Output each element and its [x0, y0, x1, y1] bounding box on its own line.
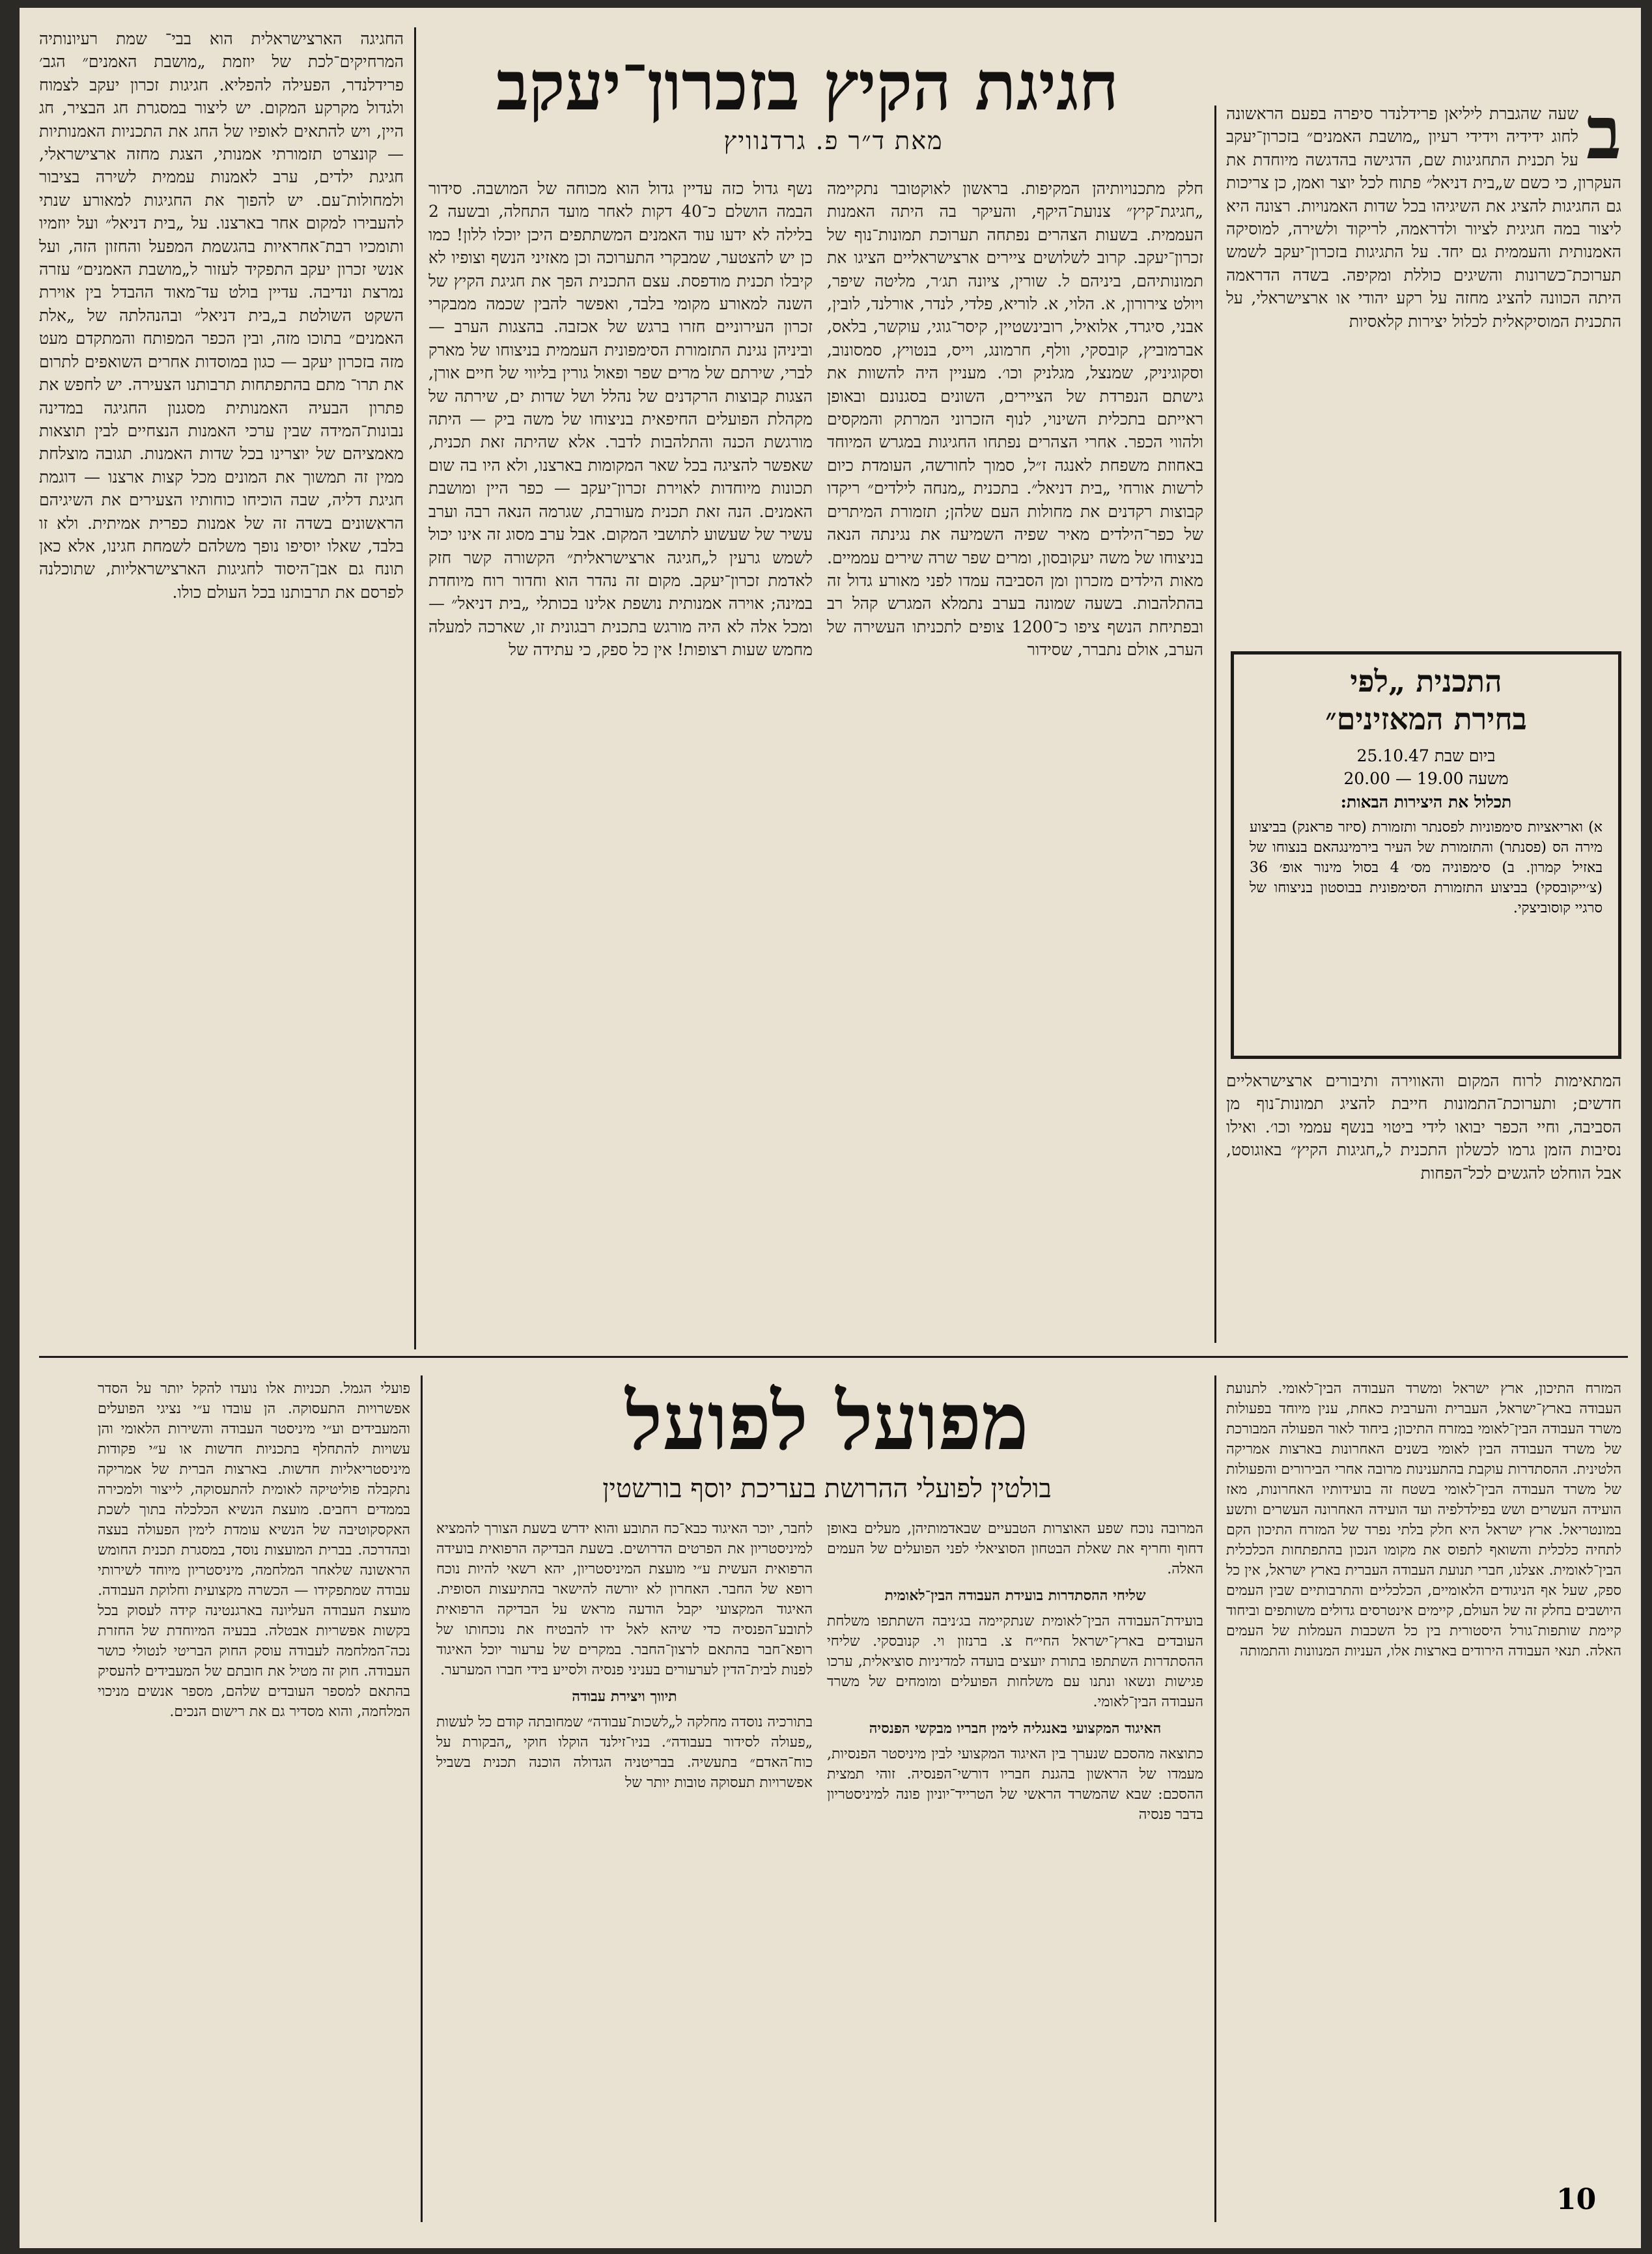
article1-col-left-text: נשף גדול כזה עדיין גדול הוא מכוחה של המושבה. סידור הבמה הושלם כ־40 דקות לאחר מועד התחלה, ובשעה 2 בלילה לא ידעו עוד האמנים המשתתפים היכן יוכלו ללון! כמו כן יש להצטער, שמבקרי התערוכה וכן מאזיני הנשף וצופיו לא קיבלו תכנית מודפסת. עצם התכנית הפך את חגיגת הקיץ של השנה למאורע מקומי בלבד, ואפשר להבין שכמה ממבקרי זכרון העירוניים חזרו ברגש של אכזבה. בהצגות הערב — וביניהן נגינת התזמורת הסימפונית העממית בניצוחו של מארק לברי, שירתם של מרים שפר ופאול גורין בליווי של חיים אורן, הצגות קבוצות הרקדנים של נהלל ושל שדות ים, שירתה של מקהלת הפועלים החיפאית בניצוחו של משה ביק — היתה מורגשת הכנה והתלהבות לדבר. אלא שהיתה זאת תכנית, שאפשר להציגה בכל שאר המקומות בארצנו, ולא היו בה שום תכונות מיוחדות לאוירת זכרון־יעקב — כפר היין ומושבת האמנים. הנה זאת תכנית מעורבת, שגרמה הנאה רבה וערב עשיר של שעשוע לתושבי המקום. אבל ערב מסוג זה אינו יכול לשמש גרעין ל„חגיגה ארצישראלית״ הקשורה קשר חזק לאדמת זכרון־יעקב. מקום זה נהדר הוא וחדור רוח מיוחדת במינה; אוירה אמנותית נושפת אלינו בכותלי „בית דניאל״ — ומכל אלה לא היה מורגש בתכנית רבגונית זו, שארכה למעלה מחמש שעות רצופות! אין כל ספק, כי עתידה של	[428, 179, 813, 660]
column-rule	[1214, 1375, 1216, 2222]
column-rule	[1214, 106, 1216, 1343]
article1-col-mid-text: חלק מתכנויותיהן המקיפות. בראשון לאוקטובר נתקיימה „חגיגת־קיץ״ צנועת־היקף, והעיקר בה היתה האמנות העממית. בשעות הצהרים נפתחה תערוכת תמונות־נוף של זכרון־יעקב. קרוב לשלושים ציירים ארצישראליים הציגו את תמונותיהם, ביניהם ל. שורין, ציונה תג׳ר, מליטה שיפר, ויולט צירורון, א. הלוי, א. לוריא, פלדי, לנדר, אורלנד, לובין, אבני, סיגרד, אלואיל, רובינשטיין, קיסר־גוגי, עוקשר, בלאס, אברמוביץ, קובסקי, וולף, חרמונג, וייס, בנטויץ, סמסונוב, וסקוגיניק, שמנצל, מגלניק וכו׳. מעניין היה להשוות את גישתם הנפרדת של הציירים, השונים בסגנונם ובאופן ראייתם בתכלית השינוי, לנוף הזכרוני המרתק והמקסים ולהווי הכפר. אחרי הצהרים נפתחו החגיגות במגרש המיוחד באחוזת משפחת לאנגה ז״ל, סמוך לחורשה, העומדת כיום לרשות אורחי „בית דניאל״. בתכנית „מנחה לילדים״ ריקדו קבוצות רקדנים את מחולות העם שלהן; תזמורת המיתרים של כפר־הילדים מאיר שפיה השמיעה את נגינתה הנאה בניצוחו של משה יעקובסון, ומרים שפר שרה שירים עממיים. מאות הילדים מזכרון ומן הסביבה עמדו לפני מאורע גדול זה בהתלהבות. בשעה שמונה בערב נתמלא המגרש קהל רב ובפתיחת הנשף ציפו כ־1200 צופים לתכניתו העשירה של הערב, אולם נתברר, שסידור	[827, 179, 1203, 660]
section-rule	[39, 1356, 1628, 1358]
program-box-title-2: בחירת המאזינים״	[1325, 701, 1527, 737]
article2-column-right	[1226, 1379, 1621, 2160]
article1-column-right-continued	[1226, 1069, 1621, 1343]
column-rule	[414, 27, 416, 1349]
article2-col-left-text: לחבר, יוכר האיגוד כבא־כח התובע והוא ידרש בשעת הצורך להמציא למיניסטריון את הפרטים הדרושים. בשעת הבדיקה הרפואית בועידה הרפואית העשית ע״י מועצת המיניסטריון, יהא רשאי להיות נוכח רופא של החבר. האחרון לא יורשה להישאר בהתיעצות הסופית. האיגוד המקצועי יקבל הודעה מראש על הבדיקה הרפואית לתובע־הפנסיה כדי שיהא לאל ידו להבטיח את נוכחותו של רופא־חבר בהתאם לרצון־החבר. במקרים של ערעור יוכל האיגוד לפנות לבית־הדין לערעורים בעניני פנסיה ולסייע בידי חברו המערער.	[436, 1521, 813, 1678]
article1-col-far-text: החגיגה הארצישראלית הוא בבי־ שמת רעיונותיה המרחיקים־לכת של יוזמת „מושבת האמנים״ הגב׳ פרידלנדר, הפעילה להפליא. חגיגות זכרון יעקב לצמוח ולגדול מקרקע המקום. יש ליצור במסגרת חג הבציר, חג היין, ויש להתאים לאופיו של החג את התכניות האמנותיות — קונצרט תזמורתי אמנותי, הצגת מחזה ארצישראלי, חגיגת ילדים, ערב לאמנות עממית לשירה בציבור ולמחולות־עם. יש להפוך את החגיגות למאורע שנתי להעבירו למקום אחר בארצנו. על „בית דניאל״ ועל יוזמיו ותומכיו רבת־אחראיות בהגשמת המפעל והחזון הזה, ועל אנשי זכרון יעקב התפקיד לעזור ל„מושבת האמנים״ עזרה נמרצת ונדיבה. עדיין בולט עד־מאוד ההבדל בין אוירת השקט השולטת ב„בית דניאל״ ובהנהלתה של „אלת האמנים״ בתוכו מזה, ובין הכפר המפותח והמתקדם מעט מזה בזכרון יעקב — כגון במוסדות אחרים השואפים לתרום את תרו־ מתם בהתפתחות תרבותנו הצעירה. יש לחפש את פתרון הבעיה האמנותית מסגנון החגיגה במדינה נבונות־המידה שבין ערכי האמנות הנצחיים לבין תוצאות מאמציהם של יוצרינו בכל שדות האמנות. תגובה מוצלחת ממין זה תמשוך את המונים מכל קצות ארצנו — דוגמת חגיגת דליה, שבה הוכיחו כוחותיו הצעירים את השיגיהם הראשונים בשדה זה של אמנות כפרית אמיתית. ולא זו בלבד, שאלו יוסיפו נופך משלהם לשמחת חגינו, אלא כאן תונח גם אבן־היסוד לחגיגות הארצישראליות, שתוכלנה לפרסם את תרבותנו בכל העולם כולו.	[39, 29, 404, 602]
article1-column-middle	[827, 177, 1203, 1349]
program-box-title-1: התכנית „לפי	[1350, 664, 1502, 699]
article2-col-far-text: פועלי הגמל. תכניות אלו נועדו להקל יותר על הסדר אפשרויות התעסוקה. הן עובדו ע״י נציגי הפועלים והמעבידים וע״י מיניסטר העבודה והשירות הלאומי והן עשויות להתחלף בתכניות חדשות או ע״י פקודות מיניסטריאליות חדשות. בארצות הברית של אמריקה נתקבלה פוליטיקה לאומית להתעסוקה, לייצור ולמכירה בממדים רחבים. מועצת הנשיא הכלכלה בתוך לשכת האקסקוטיבה של הנשיא עומדת לימין הפעולה בעצה ובהדרכה. בברית המועצות נוסד, במסגרת תכנית החומש הראשונה שלאחר המלחמה, מיניסטריון מיוחד לשירותי עבודה שמתפקידו — הכשרה מקצועית וחלוקת העבודה. מועצת העבודה העליונה בארגנטינה קידה לעסוק בכל בקשות אפשריות אבטלה. בבעיה המיוחדת של החזרת נכה־המלחמה לעבודה עוסק החוק הבריטי לנטולי כושר העבודה. חוק זה מטיל את חובתם של המעבידים להעסיק בהתאם למספר העובדים שלהם, מספר אנשים מניכוי המלחמה, והוא מסדיר גם את רישום הנכים.	[98, 1381, 410, 1720]
program-box-time: משעה 19.00 — 20.00	[1343, 769, 1509, 789]
article2-mid-p2: בועידת־העבודה הבין־לאומית שנתקיימה בג׳ניבה השתתפו משלחת העובדים בארץ־ישראל החי״ח צ. ברנזון וי. קנובסקי. שליחי ההסתדרות השתתפו בתורת יועצים בועדה למדיניות סוציאלית, ערכו פגישות ונשאו ונתנו עם משלחות הפועלים ומומחים של משרד העבודה הבין־לאומי.	[827, 1613, 1203, 1710]
article2-column-middle	[827, 1519, 1203, 2235]
column-rule	[421, 1375, 423, 2222]
program-box-intro: תכלול את היצירות הבאות:	[1340, 792, 1512, 811]
article1-dropcap: ב	[1586, 102, 1621, 176]
article2-col-right-text: המזרח התיכון, ארץ ישראל ומשרד העבודה הבין־לאומי. לתנועת העבודה בארץ־ישראל, העברית והערבית כאחת, ענין מיוחד בפעולות משרד העבודה הבין־לאומי במזרח התיכון; ביחוד לאור הפעולה המבורכת של משרד העבודה הבין לאומי בשנים האחרונות בארצות אמריקה הלטינית. ההסתדרות עוקבת בהתענינות מרובה אחרי הבירורים והפעולות של משרד העבודה הבין־לאומי בשטח זה בועידותיו האחרונות, מאז הועידה העשרים ושש בפילדלפיה ועד הועידה האחרונה העשרים ותשע במונטריאל. ארץ ישראל היא חלק בלתי נפרד של המזרח התיכון הקם לתחיה כלכלית והשואף לתפוס את מקומו הנכון בהתפתחות הכלכלית הבין־לאומית. אצלנו, חברי תנועת העבודה העברית בארץ ישראל, אין כל ספק, שעל אף הניגודים הלאומיים, הכלכליים והתרבותיים שבין העמים היושבים בחלק זה של העולם, קיימים אינטרסים גדולים משותפים וביחוד קיימת שותפות־גורל היסטורית בין כל השכבות העמלות של העמים האלה. תנאי העבודה הירודים בארצות אלו, העניות המנוונות והתמותה	[1226, 1381, 1621, 1659]
article1-title: חגיגת הקיץ בזכרון־יעקב	[496, 46, 1119, 126]
article2-title: מפועל לפועל	[625, 1374, 1029, 1468]
newspaper-page	[20, 8, 1641, 2248]
article1-col-right-after: המתאימות לרוח המקום והאווירה ותיבורים ארצישראליים חדשים; ותערוכת־התמונות חייבת להציג תמונות־נוף מן הסביבה, וחיי הכפר יבואו לידי ביטוי בנשף עממי וכו׳. ואילו נסיבות הזמן גרמו לכשלון התכנית ל„חגיגות הקיץ״ באוגוסט, אבל הוחלט להגשים לכל־הפחות	[1226, 1071, 1621, 1183]
article2-mid-p3: כתוצאה מהסכם שנערך בין האיגוד המקצועי לבין מיניסטר הפנסיות, מעמדו של הראשון בהגנת חבריו דורשי־הפנסיה. זוהי תמצית ההסכם: שבא שהמשרד הראשי של הטרייד־יוניון פונה למיניסטריון בדבר פנסיה	[827, 1746, 1203, 1823]
article2-subhead-2: האיגוד המקצועי באנגליה לימין חבריו מבקשי הפנסיה	[869, 1720, 1162, 1737]
article2-subtitle: בולטין לפועלי ההרושת בעריכת יוסף בורשטין	[602, 1474, 1052, 1504]
article1-column-far-left	[39, 27, 404, 1349]
article2-column-far-left	[98, 1379, 410, 2238]
article1-column-left	[428, 177, 813, 1349]
article2-subhead-3: תיווך ויצירת עבודה	[572, 1688, 677, 1705]
article2-left-p2: בתורכיה נוסדה מחלקה ל„לשכות־עבודה״ שמחובתה קודם כל לעשות „פעולה לסידור בעבודה״. בניו־זילנד הוקלו חוקי „הבקורת על כוח־האדם״ בתעשיה. בבריטניה הגדולה הוכנה תכנית בשביל אפשרויות תעסוקה טובות יותר של	[436, 1714, 813, 1791]
article1-byline: מאת ד״ר פ. גרדנוויץ	[723, 126, 944, 155]
article1-col-right-text: שעה שהגברת ליליאן פרידלנדר סיפרה בפעם הראשונה לחוג ידידיה וידידי רעיון „מושבת האמנים״ בזכרון־יעקב על תכנית התחגיגות שם, הדגישה בהדגשה מיוחדת את העקרון, כי כשם ש„בית דניאל״ פתוח לכל יוצר ואמן, כן צריכות גם החגיגות להציג את השיגיהו בכל שדות האמנויות. רצונה היא ליצור במה חגיגית לציור ולדראמה, לריקוד ולשירה, למוסיקה האמנותית והעממית גם יחד. על התגיגות בזכרון־יעקב לשמש תערוכת־כשרונות והשיגים כוללת ומקיפה. בשדה הדראמה היתה הכוונה להציג מחזה על רקע יהודי או ארצישראלי, על התכנית המוסיקאלית לכלול יצירות קלאסיות	[1226, 104, 1621, 331]
program-box-date: ביום שבת 25.10.47	[1356, 746, 1496, 765]
page-number: 10	[1556, 2183, 1597, 2216]
article2-col-mid-text: המרובה נוכח שפע האוצרות הטבעיים שבאדמותיהן, מעלים באופן דחוף וחריף את שאלת הבטחון הסוציאלי לפני הפועלים של העמים האלה.	[827, 1521, 1203, 1577]
article2-subhead-1: שליחי ההסתדרות בועידת העבודה הבין־לאומית	[884, 1587, 1146, 1604]
program-box-items: א) ואריאציות סימפוניות לפסנתר ותזמורת (סיזר פראנק) בביצוע מירה הס (פסנתר) והתזמורת של העיר בירמינגהאם בנצוחו של באזיל קמרון. ב) סימפוניה מס׳ 4 בסול מינור אופ׳ 36 (צ׳ייקובסקי) בביצוע התזמורת הסימפונית בבוסטון בניצוחו של סרגיי קוסוביצקי.	[1250, 819, 1603, 917]
program-box	[1231, 651, 1621, 1059]
article2-column-left	[436, 1519, 813, 2235]
